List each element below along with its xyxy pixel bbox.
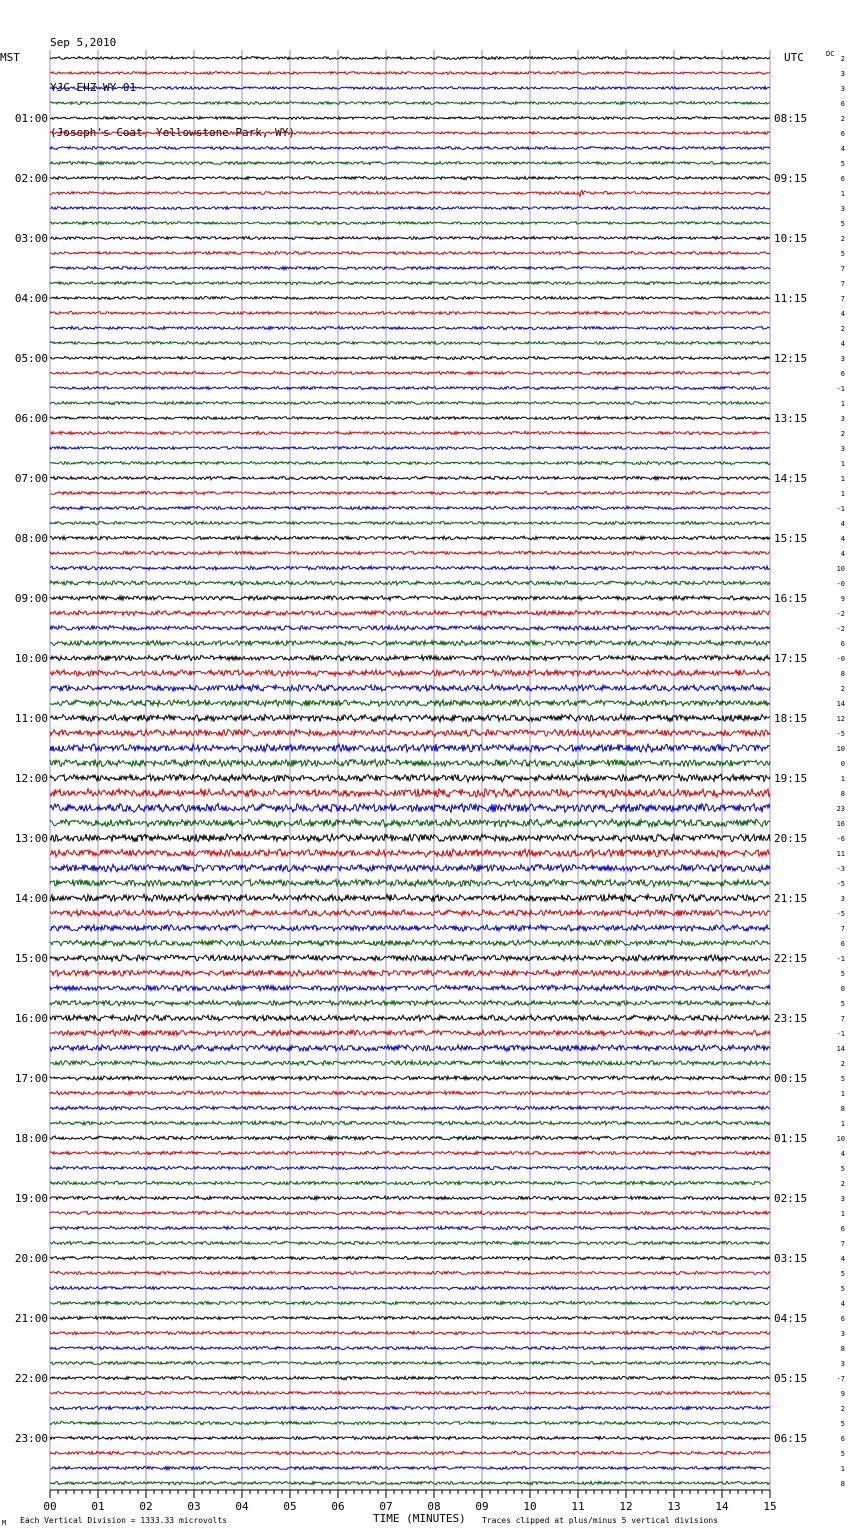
trace-row — [50, 72, 770, 75]
trace-row — [50, 1361, 770, 1365]
dc-offset-label: 6 — [840, 1225, 845, 1233]
mst-hour-label: 05:00 — [14, 352, 48, 365]
trace-row — [50, 506, 770, 510]
trace-row — [50, 1421, 770, 1424]
dc-offset-labels — [837, 55, 845, 1488]
mst-hour-label: 09:00 — [14, 592, 48, 605]
dc-offset-label: 14 — [836, 1045, 845, 1053]
trace-row — [50, 1211, 770, 1215]
dc-offset-label: 7 — [840, 265, 845, 273]
trace-row — [50, 416, 770, 419]
utc-hour-label: 22:15 — [774, 952, 808, 965]
trace-row — [50, 251, 770, 254]
scale-note: Each Vertical Division = 1333.33 microvolts — [20, 1516, 228, 1525]
trace-row — [50, 1466, 770, 1469]
x-tick-label: 05 — [283, 1500, 297, 1513]
trace-row — [50, 386, 770, 389]
dc-offset-label: 2 — [840, 1180, 845, 1188]
dc-offset-label: 23 — [836, 805, 845, 813]
mst-hour-label: 06:00 — [14, 412, 48, 425]
trace-row — [50, 1241, 770, 1245]
trace-row — [50, 1451, 770, 1455]
x-tick-label: 10 — [523, 1500, 537, 1513]
dc-offset-label: 4 — [840, 1300, 845, 1308]
trace-row — [50, 551, 770, 555]
dc-offset-label: -5 — [836, 730, 845, 738]
corner-mark: M — [2, 1519, 7, 1527]
mst-hour-label: 13:00 — [14, 832, 48, 845]
trace-row — [50, 864, 770, 872]
trace-row — [50, 236, 770, 239]
dc-offset-label: 7 — [840, 295, 845, 303]
utc-hour-label: 23:15 — [774, 1012, 808, 1025]
trace-row — [50, 970, 770, 977]
trace-row — [50, 1091, 770, 1095]
trace-row — [50, 311, 770, 314]
trace-row — [50, 1271, 770, 1275]
dc-offset-label: 1 — [840, 1090, 845, 1098]
trace-row — [50, 446, 770, 449]
dc-offset-label: 10 — [836, 565, 845, 573]
trace-row — [50, 774, 770, 782]
dc-offset-label: 1 — [840, 1120, 845, 1128]
trace-row — [50, 1015, 770, 1021]
mst-hour-label: 08:00 — [14, 532, 48, 545]
mst-hour-label: 12:00 — [14, 772, 48, 785]
mst-hour-labels — [15, 112, 48, 1445]
utc-hour-label: 03:15 — [774, 1252, 808, 1265]
trace-row — [50, 176, 770, 179]
dc-offset-label: 0 — [840, 985, 845, 993]
trace-row — [50, 491, 770, 495]
station-id: YJC EHZ WY 01 — [50, 81, 137, 94]
x-tick-label: 03 — [187, 1500, 201, 1513]
dc-offset-label: 9 — [840, 595, 845, 603]
trace-row — [50, 1121, 770, 1125]
dc-offset-label: 6 — [840, 1315, 845, 1323]
utc-hour-label: 05:15 — [774, 1372, 808, 1385]
utc-hour-label: 21:15 — [774, 892, 808, 905]
utc-hour-label: 15:15 — [774, 532, 808, 545]
x-tick-label: 06 — [331, 1500, 345, 1513]
mst-hour-label: 03:00 — [14, 232, 48, 245]
dc-offset-label: 1 — [840, 490, 845, 498]
dc-offset-label: 3 — [840, 1360, 845, 1368]
dc-offset-label: 2 — [840, 115, 845, 123]
dc-column-title: DC — [826, 50, 835, 58]
x-tick-label: 08 — [427, 1500, 441, 1513]
trace-row — [50, 281, 770, 284]
trace-row — [50, 879, 770, 887]
trace-row — [50, 789, 770, 798]
dc-offset-label: 8 — [840, 1345, 845, 1353]
dc-offset-label: 2 — [840, 685, 845, 693]
dc-offset-label: 6 — [840, 370, 845, 378]
dc-offset-label: 3 — [840, 70, 845, 78]
dc-offset-label: 10 — [836, 745, 845, 753]
dc-offset-label: 4 — [840, 310, 845, 318]
trace-row — [50, 729, 770, 736]
dc-offset-label: 4 — [840, 535, 845, 543]
trace-row — [50, 625, 770, 630]
dc-offset-label: -2 — [836, 625, 845, 633]
trace-row — [50, 190, 770, 196]
dc-offset-label: 3 — [840, 1195, 845, 1203]
dc-offset-label: 14 — [836, 700, 845, 708]
trace-row — [50, 1226, 770, 1230]
trace-row — [50, 804, 770, 813]
dc-offset-label: 7 — [840, 925, 845, 933]
trace-row — [50, 640, 770, 645]
trace-row — [50, 894, 770, 902]
dc-offset-label: -6 — [836, 835, 845, 843]
chart-date: Sep 5,2010 — [50, 36, 117, 49]
dc-offset-label: 7 — [840, 1015, 845, 1023]
trace-row — [50, 581, 770, 585]
trace-row — [50, 521, 770, 525]
dc-offset-label: 6 — [840, 640, 845, 648]
utc-hour-label: 13:15 — [774, 412, 808, 425]
dc-offset-label: -1 — [836, 955, 845, 963]
utc-hour-label: 11:15 — [774, 292, 808, 305]
dc-offset-label: 4 — [840, 145, 845, 153]
mst-hour-label: 04:00 — [14, 292, 48, 305]
trace-row — [50, 132, 770, 135]
dc-offset-label: 1 — [840, 475, 845, 483]
dc-offset-label: 5 — [840, 1285, 845, 1293]
left-axis-title: MST — [0, 51, 20, 64]
trace-row — [50, 955, 770, 962]
trace-row — [50, 670, 770, 677]
trace-row — [50, 1030, 770, 1036]
trace-row — [50, 161, 770, 164]
trace-row — [50, 1436, 770, 1440]
dc-offset-label: 5 — [840, 1270, 845, 1278]
trace-row — [50, 536, 770, 540]
trace-row — [50, 86, 770, 89]
dc-offset-label: 4 — [840, 340, 845, 348]
trace-row — [50, 1136, 770, 1140]
dc-offset-label: 2 — [840, 325, 845, 333]
mst-hour-label: 23:00 — [14, 1432, 48, 1445]
utc-hour-label: 12:15 — [774, 352, 808, 365]
dc-offset-label: 5 — [840, 1165, 845, 1173]
dc-offset-label: 7 — [840, 1240, 845, 1248]
trace-row — [50, 1045, 770, 1052]
station-location: (Joseph's Coat, Yellowstone Park, WY) — [50, 126, 296, 139]
dc-offset-label: 5 — [840, 970, 845, 978]
x-tick-label: 09 — [475, 1500, 489, 1513]
trace-row — [50, 221, 770, 224]
mst-hour-label: 10:00 — [14, 652, 48, 665]
mst-hour-label: 16:00 — [14, 1012, 48, 1025]
trace-row — [50, 819, 770, 827]
dc-offset-label: 2 — [840, 1405, 845, 1413]
dc-offset-label: 5 — [840, 220, 845, 228]
mst-hour-label: 17:00 — [14, 1072, 48, 1085]
dc-offset-label: -0 — [836, 580, 845, 588]
dc-offset-label: 2 — [840, 235, 845, 243]
dc-offset-label: 6 — [840, 940, 845, 948]
dc-offset-label: 7 — [840, 280, 845, 288]
trace-row — [50, 1406, 770, 1410]
utc-hour-label: 04:15 — [774, 1312, 808, 1325]
dc-offset-label: 8 — [840, 1480, 845, 1488]
dc-offset-label: 3 — [840, 445, 845, 453]
mst-hour-label: 11:00 — [14, 712, 48, 725]
dc-offset-label: 2 — [840, 1060, 845, 1068]
x-tick-label: 01 — [91, 1500, 105, 1513]
x-tick-label: 11 — [571, 1500, 585, 1513]
trace-row — [50, 849, 770, 857]
trace-row — [50, 834, 770, 842]
utc-hour-label: 16:15 — [774, 592, 808, 605]
dc-offset-label: 10 — [836, 1135, 845, 1143]
trace-row — [50, 117, 770, 120]
dc-offset-label: 4 — [840, 1255, 845, 1263]
trace-row — [50, 985, 770, 991]
dc-offset-label: 8 — [840, 670, 845, 678]
mst-hour-label: 07:00 — [14, 472, 48, 485]
trace-row — [50, 1106, 770, 1110]
dc-offset-label: 3 — [840, 895, 845, 903]
dc-offset-label: 6 — [840, 175, 845, 183]
x-tick-label: 07 — [379, 1500, 393, 1513]
dc-offset-label: 2 — [840, 55, 845, 63]
trace-row — [50, 431, 770, 434]
trace-row — [50, 1256, 770, 1260]
trace-row — [50, 371, 770, 374]
utc-hour-label: 20:15 — [774, 832, 808, 845]
trace-row — [50, 57, 770, 60]
trace-row — [50, 1060, 770, 1065]
trace-row — [50, 1196, 770, 1200]
dc-offset-label: 8 — [840, 790, 845, 798]
mst-hour-label: 18:00 — [14, 1132, 48, 1145]
utc-hour-label: 17:15 — [774, 652, 808, 665]
utc-hour-label: 10:15 — [774, 232, 808, 245]
trace-row — [50, 266, 770, 269]
trace-row — [50, 461, 770, 464]
dc-offset-label: -5 — [836, 910, 845, 918]
dc-offset-label: 1 — [840, 460, 845, 468]
seismic-traces — [50, 57, 770, 1485]
dc-offset-label: 4 — [840, 1150, 845, 1158]
dc-offset-label: 1 — [840, 400, 845, 408]
utc-hour-label: 00:15 — [774, 1072, 808, 1085]
trace-row — [50, 925, 770, 932]
dc-offset-label: 8 — [840, 1105, 845, 1113]
dc-offset-label: -3 — [836, 865, 845, 873]
x-tick-label: 02 — [139, 1500, 153, 1513]
dc-offset-label: 5 — [840, 1420, 845, 1428]
trace-row — [50, 341, 770, 344]
trace-row — [50, 207, 770, 210]
right-axis-title: UTC — [784, 51, 804, 64]
dc-offset-label: 1 — [840, 1465, 845, 1473]
dc-offset-label: -1 — [836, 385, 845, 393]
utc-hour-label: 02:15 — [774, 1192, 808, 1205]
dc-offset-label: 5 — [840, 1000, 845, 1008]
trace-row — [50, 401, 770, 404]
trace-row — [50, 1000, 770, 1006]
dc-offset-label: -1 — [836, 505, 845, 513]
trace-row — [50, 596, 770, 600]
trace-row — [50, 1076, 770, 1080]
dc-offset-label: -2 — [836, 610, 845, 618]
mst-hour-label: 22:00 — [14, 1372, 48, 1385]
trace-row — [50, 610, 770, 615]
utc-hour-labels — [774, 112, 807, 1445]
trace-row — [50, 759, 770, 766]
dc-offset-label: -7 — [836, 1375, 845, 1383]
dc-offset-label: 3 — [840, 415, 845, 423]
trace-row — [50, 566, 770, 570]
dc-offset-label: 5 — [840, 250, 845, 258]
x-tick-label: 14 — [715, 1500, 729, 1513]
utc-hour-label: 08:15 — [774, 112, 808, 125]
dc-offset-label: 6 — [840, 130, 845, 138]
dc-offset-label: 6 — [840, 100, 845, 108]
trace-row — [50, 1286, 770, 1290]
dc-offset-label: 11 — [836, 850, 845, 858]
dc-offset-label: 2 — [840, 430, 845, 438]
trace-row — [50, 700, 770, 706]
dc-offset-label: 5 — [840, 160, 845, 168]
mst-hour-label: 19:00 — [14, 1192, 48, 1205]
trace-row — [50, 1316, 770, 1320]
trace-row — [50, 744, 770, 752]
dc-offset-label: 4 — [840, 550, 845, 558]
dc-offset-label: 3 — [840, 355, 845, 363]
dc-offset-label: 5 — [840, 1075, 845, 1083]
trace-row — [50, 1181, 770, 1185]
x-tick-label: 04 — [235, 1500, 249, 1513]
x-tick-label: 00 — [43, 1500, 57, 1513]
dc-offset-label: 3 — [840, 85, 845, 93]
dc-offset-label: 3 — [840, 205, 845, 213]
utc-hour-label: 14:15 — [774, 472, 808, 485]
dc-offset-label: 3 — [840, 1330, 845, 1338]
dc-offset-label: 1 — [840, 1210, 845, 1218]
trace-row — [50, 476, 770, 480]
utc-hour-label: 19:15 — [774, 772, 808, 785]
utc-hour-label: 06:15 — [774, 1432, 808, 1445]
dc-offset-label: 16 — [836, 820, 845, 828]
trace-row — [50, 146, 770, 149]
trace-row — [50, 326, 770, 329]
trace-row — [50, 685, 770, 692]
trace-row — [50, 1376, 770, 1380]
dc-offset-label: 1 — [840, 775, 845, 783]
trace-row — [50, 296, 770, 299]
trace-row — [50, 1346, 770, 1350]
time-axis — [43, 1490, 776, 1513]
trace-row — [50, 101, 770, 104]
dc-offset-label: 12 — [836, 715, 845, 723]
mst-hour-label: 20:00 — [14, 1252, 48, 1265]
x-tick-label: 15 — [763, 1500, 777, 1513]
trace-row — [50, 1166, 770, 1170]
trace-row — [50, 1391, 770, 1395]
trace-row — [50, 910, 770, 917]
x-tick-label: 13 — [667, 1500, 681, 1513]
utc-hour-label: 09:15 — [774, 172, 808, 185]
dc-offset-label: 0 — [840, 760, 845, 768]
x-tick-label: 12 — [619, 1500, 633, 1513]
utc-hour-label: 01:15 — [774, 1132, 808, 1145]
dc-offset-label: 1 — [840, 190, 845, 198]
utc-hour-label: 18:15 — [774, 712, 808, 725]
dc-offset-label: 5 — [840, 1450, 845, 1458]
mst-hour-label: 01:00 — [14, 112, 48, 125]
trace-row — [50, 1331, 770, 1335]
clip-note: Traces clipped at plus/minus 5 vertical divisions — [482, 1516, 719, 1525]
dc-offset-label: 9 — [840, 1390, 845, 1398]
mst-hour-label: 15:00 — [14, 952, 48, 965]
dc-offset-label: 6 — [840, 1435, 845, 1443]
trace-row — [50, 714, 770, 721]
x-axis-title: TIME (MINUTES) — [373, 1512, 466, 1525]
trace-row — [50, 940, 770, 946]
trace-row — [50, 1301, 770, 1305]
dc-offset-label: -1 — [836, 1030, 845, 1038]
mst-hour-label: 02:00 — [14, 172, 48, 185]
mst-hour-label: 14:00 — [14, 892, 48, 905]
trace-row — [50, 1151, 770, 1155]
trace-row — [50, 1481, 770, 1485]
dc-offset-label: -0 — [836, 655, 845, 663]
trace-row — [50, 655, 770, 660]
mst-hour-label: 21:00 — [14, 1312, 48, 1325]
dc-offset-label: 4 — [840, 520, 845, 528]
trace-row — [50, 356, 770, 359]
dc-offset-label: -5 — [836, 880, 845, 888]
